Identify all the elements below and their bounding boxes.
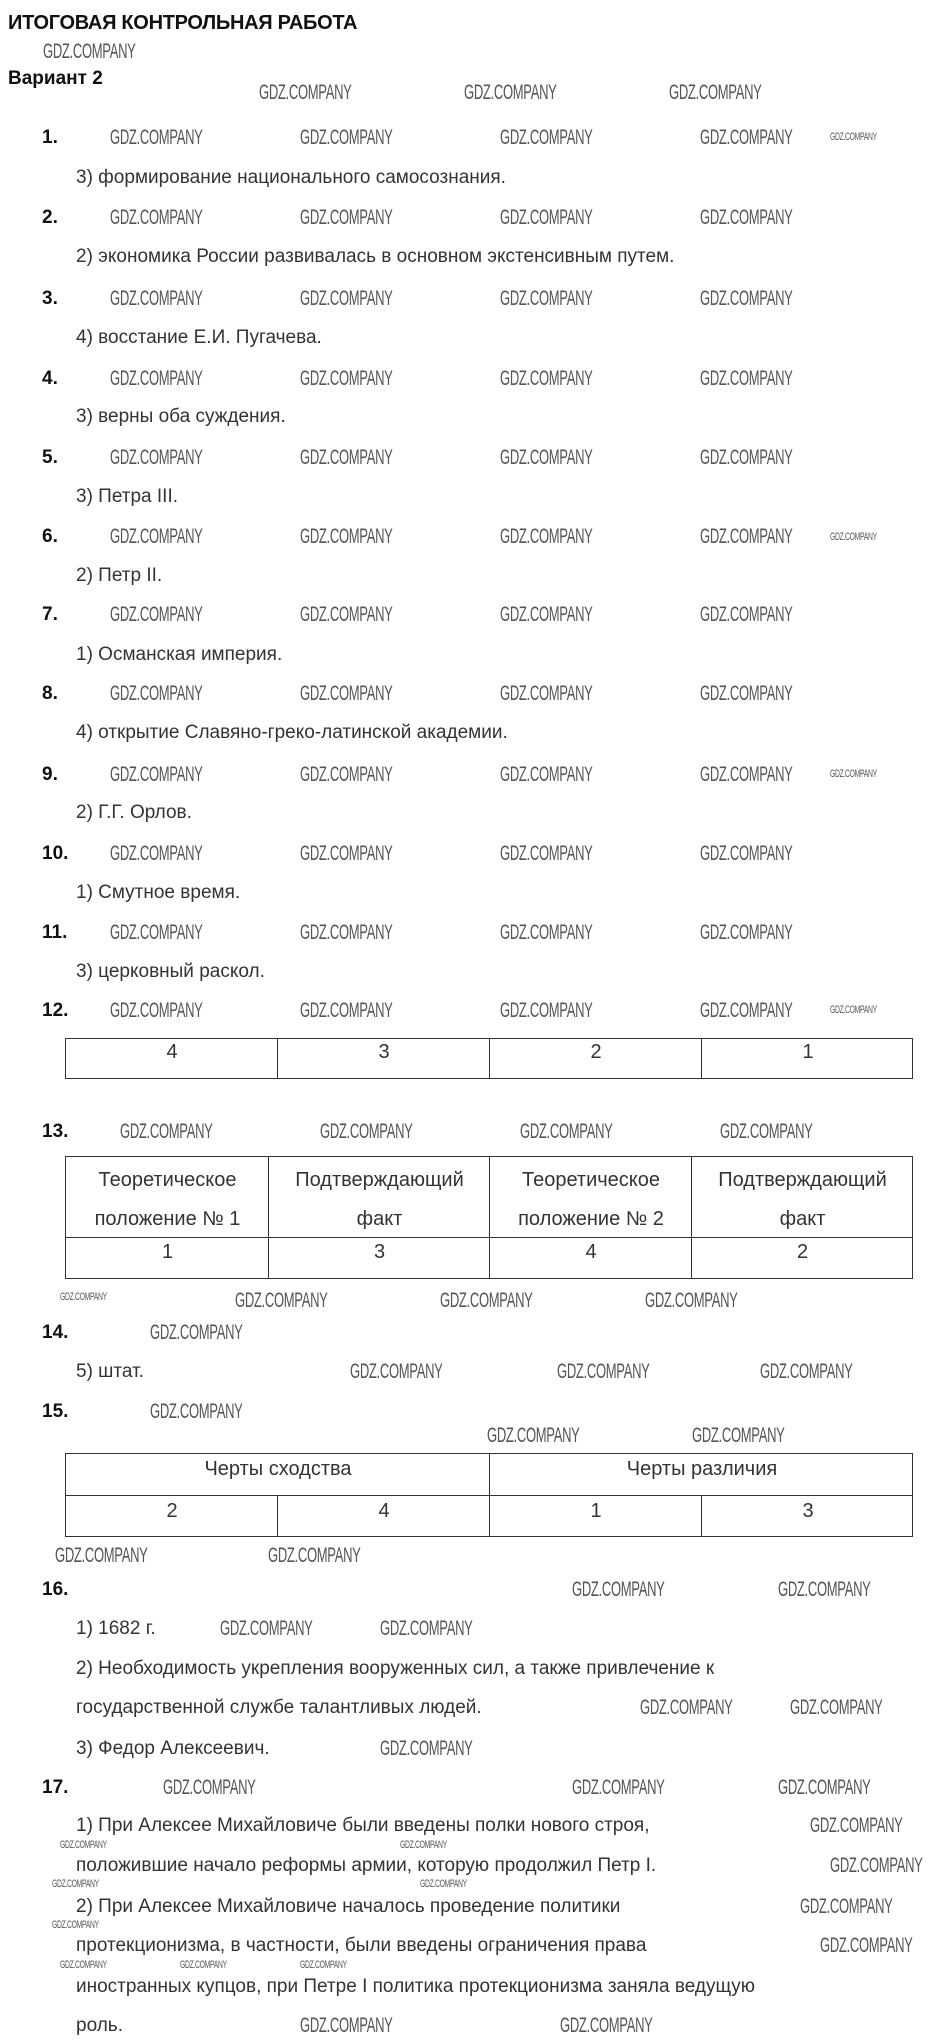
watermark: GDZ.COMPANY (830, 768, 877, 780)
watermark: GDZ.COMPANY (500, 842, 593, 865)
watermark: GDZ.COMPANY (268, 1544, 361, 1567)
question-number: 13. (42, 1121, 69, 1142)
watermark: GDZ.COMPANY (300, 1959, 347, 1971)
watermark: GDZ.COMPANY (820, 1934, 913, 1957)
table-cell: 4 (585, 1241, 597, 1263)
watermark: GDZ.COMPANY (300, 525, 393, 548)
answer-text: 3) верны оба суждения. (76, 406, 286, 427)
answer-line: 3) Федор Алексеевич. (76, 1738, 270, 1759)
table-cell: 1 (802, 1041, 814, 1063)
answer-line: 1) 1682 г. (76, 1618, 156, 1639)
watermark: GDZ.COMPANY (400, 1839, 447, 1851)
watermark: GDZ.COMPANY (420, 1878, 467, 1890)
answer-line: государственной службе талантливых людей. (76, 1697, 482, 1718)
watermark: GDZ.COMPANY (110, 287, 203, 310)
watermark: GDZ.COMPANY (500, 999, 593, 1022)
watermark: GDZ.COMPANY (110, 842, 203, 865)
watermark: GDZ.COMPANY (300, 682, 393, 705)
watermark: GDZ.COMPANY (810, 1814, 903, 1837)
watermark: GDZ.COMPANY (300, 206, 393, 229)
header-line: положение № 2 (518, 1208, 664, 1230)
watermark: GDZ.COMPANY (320, 1120, 413, 1143)
watermark: GDZ.COMPANY (645, 1289, 738, 1312)
watermark: GDZ.COMPANY (440, 1289, 533, 1312)
table-header (490, 1161, 692, 1239)
watermark: GDZ.COMPANY (830, 131, 877, 143)
question-number: 3. (42, 288, 58, 309)
watermark: GDZ.COMPANY (830, 1004, 877, 1016)
watermark: GDZ.COMPANY (110, 446, 203, 469)
watermark: GDZ.COMPANY (60, 1839, 107, 1851)
watermark: GDZ.COMPANY (380, 1617, 473, 1640)
table-header (692, 1161, 913, 1239)
watermark: GDZ.COMPANY (300, 763, 393, 786)
table-cell: 3 (802, 1500, 814, 1522)
table-cell: 4 (378, 1500, 390, 1522)
question-number: 5. (42, 447, 58, 468)
watermark: GDZ.COMPANY (572, 1776, 665, 1799)
table-header (66, 1161, 269, 1239)
watermark: GDZ.COMPANY (150, 1321, 243, 1344)
answer-text: 1) Османская империя. (76, 644, 283, 665)
watermark: GDZ.COMPANY (163, 1776, 256, 1799)
answer-text: 3) Петра III. (76, 486, 178, 507)
watermark: GDZ.COMPANY (700, 603, 793, 626)
watermark: GDZ.COMPANY (300, 367, 393, 390)
answer-text: 2) Петр II. (76, 565, 163, 586)
watermark: GDZ.COMPANY (500, 525, 593, 548)
watermark: GDZ.COMPANY (700, 206, 793, 229)
answer-text: 3) церковный раскол. (76, 961, 265, 982)
answer-line: 2) При Алексее Михайловиче началось проведение политики (76, 1896, 621, 1917)
answer-text: 3) формирование национального самосознания. (76, 167, 506, 188)
watermark: GDZ.COMPANY (669, 81, 762, 104)
answer-text: 2) Г.Г. Орлов. (76, 802, 192, 823)
table-cell: 3 (378, 1041, 390, 1063)
watermark: GDZ.COMPANY (557, 1360, 650, 1383)
watermark: GDZ.COMPANY (52, 1878, 99, 1890)
watermark: GDZ.COMPANY (560, 2014, 653, 2037)
watermark: GDZ.COMPANY (700, 126, 793, 149)
table-header: Черты сходства (204, 1458, 352, 1480)
answer-table-15 (65, 1453, 913, 1537)
header-line: факт (356, 1208, 403, 1230)
watermark: GDZ.COMPANY (60, 1959, 107, 1971)
watermark: GDZ.COMPANY (700, 446, 793, 469)
watermark: GDZ.COMPANY (110, 603, 203, 626)
watermark: GDZ.COMPANY (700, 999, 793, 1022)
table-cell: 2 (166, 1500, 178, 1522)
page-title: ИТОГОВАЯ КОНТРОЛЬНАЯ РАБОТА (8, 12, 358, 34)
watermark: GDZ.COMPANY (778, 1776, 871, 1799)
watermark: GDZ.COMPANY (300, 603, 393, 626)
answer-text: 1) Смутное время. (76, 882, 241, 903)
question-number: 10. (42, 843, 69, 864)
question-number: 9. (42, 764, 58, 785)
watermark: GDZ.COMPANY (520, 1120, 613, 1143)
question-number: 4. (42, 368, 58, 389)
watermark: GDZ.COMPANY (300, 2014, 393, 2037)
question-number: 12. (42, 1000, 69, 1021)
watermark: GDZ.COMPANY (700, 367, 793, 390)
watermark: GDZ.COMPANY (700, 287, 793, 310)
watermark: GDZ.COMPANY (700, 525, 793, 548)
watermark: GDZ.COMPANY (43, 40, 136, 63)
watermark: GDZ.COMPANY (120, 1120, 213, 1143)
watermark: GDZ.COMPANY (790, 1696, 883, 1719)
question-number: 16. (42, 1579, 69, 1600)
table-cell: 1 (590, 1500, 602, 1522)
header-line: положение № 1 (94, 1208, 241, 1230)
watermark: GDZ.COMPANY (350, 1360, 443, 1383)
watermark: GDZ.COMPANY (500, 682, 593, 705)
answer-line: роль. (76, 2015, 123, 2036)
watermark: GDZ.COMPANY (720, 1120, 813, 1143)
question-number: 6. (42, 526, 58, 547)
header-line: Теоретическое (98, 1169, 237, 1191)
watermark: GDZ.COMPANY (700, 763, 793, 786)
answer-line: 2) Необходимость укрепления вооруженных сил, а также привлечение к (76, 1658, 715, 1679)
watermark: GDZ.COMPANY (300, 921, 393, 944)
table-cell: 1 (161, 1241, 174, 1263)
watermark: GDZ.COMPANY (800, 1895, 893, 1918)
question-number: 17. (42, 1777, 69, 1798)
watermark: GDZ.COMPANY (500, 206, 593, 229)
watermark: GDZ.COMPANY (830, 1854, 923, 1877)
header-line: Теоретическое (521, 1169, 661, 1191)
answer-text: 4) восстание Е.И. Пугачева. (76, 327, 322, 348)
watermark: GDZ.COMPANY (235, 1289, 328, 1312)
answer-line: положившие начало реформы армии, которую продолжил Петр I. (76, 1855, 657, 1876)
watermark: GDZ.COMPANY (500, 446, 593, 469)
watermark: GDZ.COMPANY (700, 682, 793, 705)
watermark: GDZ.COMPANY (500, 287, 593, 310)
watermark: GDZ.COMPANY (300, 999, 393, 1022)
watermark: GDZ.COMPANY (180, 1959, 227, 1971)
watermark: GDZ.COMPANY (692, 1424, 785, 1447)
answer-text: 2) экономика России развивалась в основном экстенсивным путем. (76, 246, 675, 267)
question-number: 2. (42, 207, 58, 228)
answer-table-13 (65, 1156, 913, 1279)
watermark: GDZ.COMPANY (110, 367, 203, 390)
variant-heading: Вариант 2 (8, 68, 103, 89)
watermark: GDZ.COMPANY (700, 842, 793, 865)
watermark: GDZ.COMPANY (110, 525, 203, 548)
watermark: GDZ.COMPANY (55, 1544, 148, 1567)
watermark: GDZ.COMPANY (778, 1578, 871, 1601)
watermark: GDZ.COMPANY (300, 842, 393, 865)
watermark: GDZ.COMPANY (300, 287, 393, 310)
answer-line: протекционизма, в частности, были введены ограничения права (76, 1935, 647, 1956)
header-line: Подтверждающий (718, 1169, 887, 1191)
watermark: GDZ.COMPANY (110, 206, 203, 229)
watermark: GDZ.COMPANY (500, 921, 593, 944)
watermark: GDZ.COMPANY (300, 126, 393, 149)
watermark: GDZ.COMPANY (110, 763, 203, 786)
watermark: GDZ.COMPANY (110, 682, 203, 705)
watermark: GDZ.COMPANY (830, 531, 877, 543)
watermark: GDZ.COMPANY (52, 1919, 99, 1931)
watermark: GDZ.COMPANY (220, 1617, 313, 1640)
answer-line: иностранных купцов, при Петре I политика протекционизма заняла ведущую (76, 1976, 756, 1997)
watermark: GDZ.COMPANY (500, 763, 593, 786)
table-header: Черты различия (626, 1458, 778, 1480)
table-cell: 3 (373, 1241, 386, 1263)
watermark: GDZ.COMPANY (500, 367, 593, 390)
header-line: факт (779, 1208, 826, 1230)
watermark: GDZ.COMPANY (110, 999, 203, 1022)
watermark: GDZ.COMPANY (110, 126, 203, 149)
header-line: Подтверждающий (295, 1169, 464, 1191)
watermark: GDZ.COMPANY (110, 921, 203, 944)
question-number: 11. (42, 922, 68, 943)
table-cell: 4 (166, 1041, 178, 1063)
watermark: GDZ.COMPANY (60, 1291, 107, 1303)
watermark: GDZ.COMPANY (700, 921, 793, 944)
watermark: GDZ.COMPANY (487, 1424, 580, 1447)
answer-text: 4) открытие Славяно-греко-латинской академии. (76, 722, 508, 743)
answer-text: 5) штат. (76, 1361, 144, 1382)
watermark: GDZ.COMPANY (300, 446, 393, 469)
question-number: 15. (42, 1401, 69, 1422)
table-cell: 2 (796, 1241, 809, 1263)
watermark: GDZ.COMPANY (464, 81, 557, 104)
answer-table-12 (65, 1038, 913, 1079)
watermark: GDZ.COMPANY (150, 1400, 243, 1423)
watermark: GDZ.COMPANY (572, 1578, 665, 1601)
table-header (269, 1161, 490, 1239)
watermark: GDZ.COMPANY (500, 603, 593, 626)
watermark: GDZ.COMPANY (500, 126, 593, 149)
watermark: GDZ.COMPANY (380, 1737, 473, 1760)
question-number: 7. (42, 604, 58, 625)
question-number: 14. (42, 1322, 69, 1343)
question-number: 1. (42, 127, 58, 148)
table-cell: 2 (590, 1041, 602, 1063)
watermark: GDZ.COMPANY (259, 81, 352, 104)
watermark: GDZ.COMPANY (760, 1360, 853, 1383)
watermark: GDZ.COMPANY (640, 1696, 733, 1719)
question-number: 8. (42, 683, 58, 704)
answer-line: 1) При Алексее Михайловиче были введены полки нового строя, (76, 1815, 650, 1836)
